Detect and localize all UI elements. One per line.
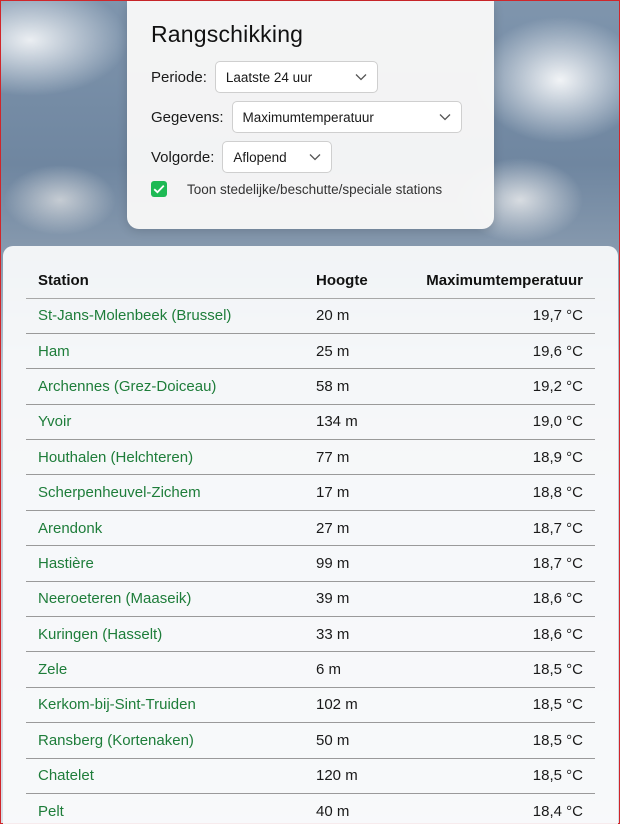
station-link[interactable]: Scherpenheuvel-Zichem	[26, 475, 316, 510]
station-value: 19,7 °C	[396, 298, 595, 333]
special-stations-toggle[interactable]	[151, 181, 494, 197]
table-row	[26, 581, 595, 616]
checkmark-icon	[153, 184, 165, 194]
volgorde-value: Aflopend	[233, 149, 287, 165]
station-link[interactable]: Hastière	[26, 546, 316, 581]
station-value: 18,5 °C	[396, 723, 595, 758]
station-value: 19,6 °C	[396, 333, 595, 368]
table-row	[26, 298, 595, 333]
station-height: 58 m	[316, 369, 396, 404]
special-stations-checkbox[interactable]	[151, 181, 167, 197]
station-value: 18,7 °C	[396, 546, 595, 581]
table-header-row	[26, 264, 595, 298]
station-value: 18,5 °C	[396, 652, 595, 687]
table-row	[26, 510, 595, 545]
periode-dropdown[interactable]	[215, 61, 378, 93]
table-row	[26, 475, 595, 510]
station-value: 18,4 °C	[396, 793, 595, 824]
station-link[interactable]: Houthalen (Helchteren)	[26, 440, 316, 475]
gegevens-value: Maximumtemperatuur	[242, 109, 374, 125]
table-row	[26, 617, 595, 652]
table-row	[26, 652, 595, 687]
station-link[interactable]: Arendonk	[26, 510, 316, 545]
station-height: 120 m	[316, 758, 396, 793]
station-link[interactable]: Neeroeteren (Maaseik)	[26, 581, 316, 616]
station-value: 18,6 °C	[396, 617, 595, 652]
ranking-table-panel	[3, 246, 618, 824]
station-height: 40 m	[316, 793, 396, 824]
station-height: 6 m	[316, 652, 396, 687]
table-row	[26, 333, 595, 368]
station-link[interactable]: Ransberg (Kortenaken)	[26, 723, 316, 758]
table-row	[26, 546, 595, 581]
periode-value: Laatste 24 uur	[225, 69, 313, 85]
station-height: 77 m	[316, 440, 396, 475]
station-link[interactable]: Kerkom-bij-Sint-Truiden	[26, 687, 316, 722]
station-height: 99 m	[316, 546, 396, 581]
station-value: 18,7 °C	[396, 510, 595, 545]
station-height: 20 m	[316, 298, 396, 333]
station-link[interactable]: Zele	[26, 652, 316, 687]
station-link[interactable]: Ham	[26, 333, 316, 368]
gegevens-label: Gegevens:	[151, 108, 224, 126]
header-height[interactable]: Hoogte	[316, 264, 396, 298]
header-station[interactable]: Station	[26, 264, 316, 298]
station-value: 19,2 °C	[396, 369, 595, 404]
station-link[interactable]: St-Jans-Molenbeek (Brussel)	[26, 298, 316, 333]
station-link[interactable]: Archennes (Grez-Doiceau)	[26, 369, 316, 404]
ranking-table	[26, 264, 595, 824]
station-value: 18,8 °C	[396, 475, 595, 510]
table-row	[26, 440, 595, 475]
special-stations-label: Toon stedelijke/beschutte/speciale stations	[187, 181, 443, 197]
station-height: 25 m	[316, 333, 396, 368]
station-value: 18,5 °C	[396, 758, 595, 793]
table-row	[26, 369, 595, 404]
station-height: 39 m	[316, 581, 396, 616]
station-height: 134 m	[316, 404, 396, 439]
chevron-down-icon	[355, 73, 367, 81]
chevron-down-icon	[439, 113, 451, 121]
table-row	[26, 758, 595, 793]
station-link[interactable]: Pelt	[26, 793, 316, 824]
station-height: 50 m	[316, 723, 396, 758]
table-row	[26, 793, 595, 824]
gegevens-row	[151, 101, 494, 133]
station-link[interactable]: Yvoir	[26, 404, 316, 439]
station-value: 18,6 °C	[396, 581, 595, 616]
station-value: 19,0 °C	[396, 404, 595, 439]
station-height: 102 m	[316, 687, 396, 722]
table-row	[26, 723, 595, 758]
header-value[interactable]: Maximumtemperatuur	[396, 264, 595, 298]
periode-row	[151, 61, 494, 93]
volgorde-label: Volgorde:	[151, 148, 215, 166]
gegevens-dropdown[interactable]	[232, 101, 462, 133]
station-link[interactable]: Kuringen (Hasselt)	[26, 617, 316, 652]
station-value: 18,5 °C	[396, 687, 595, 722]
panel-title: Rangschikking	[151, 21, 304, 47]
volgorde-dropdown[interactable]	[222, 141, 332, 173]
ranking-filter-panel	[127, 1, 494, 229]
station-link[interactable]: Chatelet	[26, 758, 316, 793]
station-height: 17 m	[316, 475, 396, 510]
station-value: 18,9 °C	[396, 440, 595, 475]
station-height: 33 m	[316, 617, 396, 652]
volgorde-row	[151, 141, 494, 173]
table-row	[26, 404, 595, 439]
table-row	[26, 687, 595, 722]
chevron-down-icon	[309, 153, 321, 161]
periode-label: Periode:	[151, 68, 207, 86]
station-height: 27 m	[316, 510, 396, 545]
